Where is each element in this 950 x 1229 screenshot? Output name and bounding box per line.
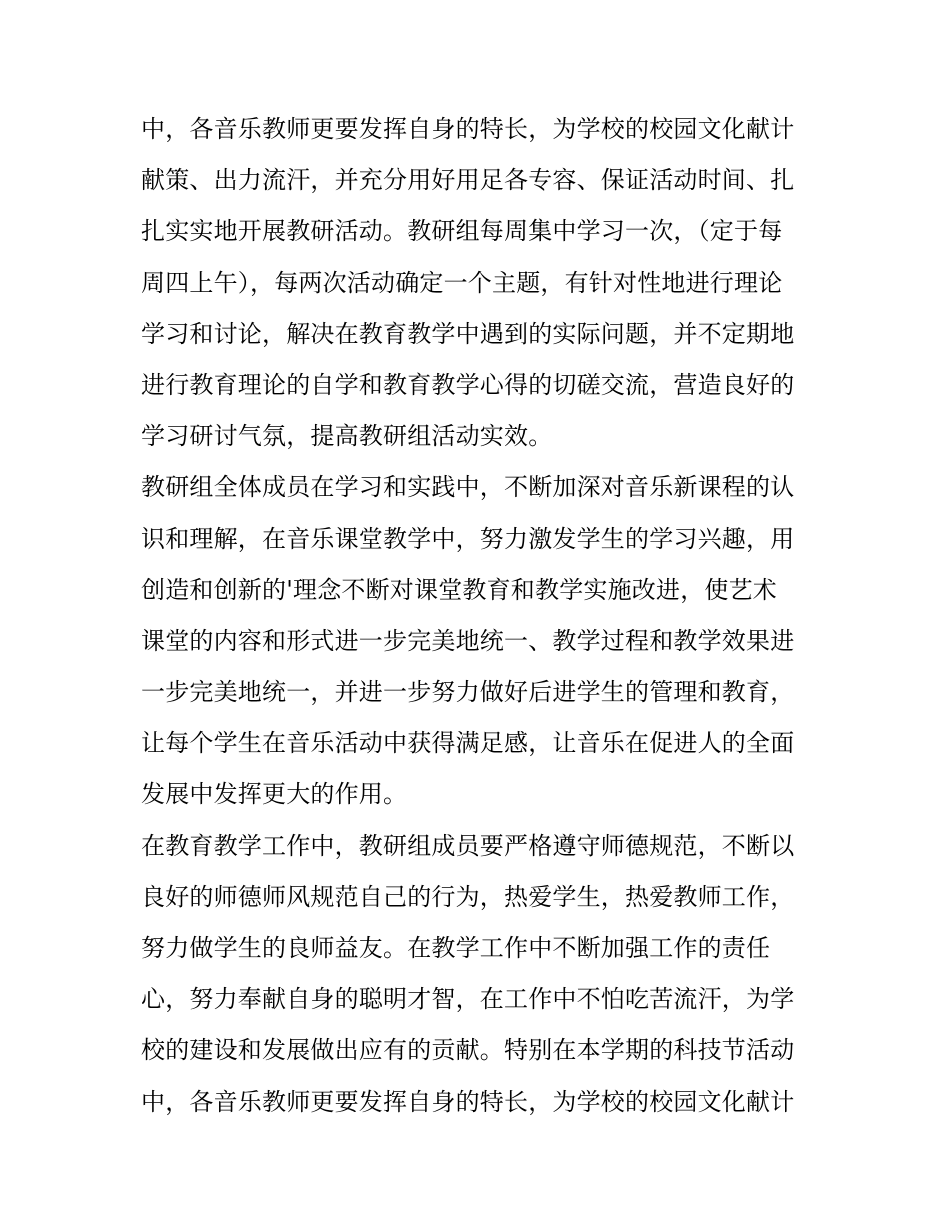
text-line: 发展中发挥更大的作用。 <box>141 780 408 809</box>
text-line: 校的建设和发展做出应有的贡献。特别在本学期的科技节活动 <box>141 1036 795 1065</box>
text-line: 学习和讨论，解决在教育教学中遇到的实际问题，并不定期地 <box>141 319 795 348</box>
text-line: 扎实实地开展教研活动。教研组每周集中学习一次，（定于每 <box>141 217 783 246</box>
text-line: 中，各音乐教师更要发挥自身的特长，为学校的校园文化献计 <box>141 1087 795 1116</box>
text-line: 周四上午），每两次活动确定一个主题，有针对性地进行理论 <box>141 268 783 297</box>
text-line: 进行教育理论的自学和教育教学心得的切磋交流，营造良好的 <box>141 370 795 399</box>
text-line: 让每个学生在音乐活动中获得满足感，让音乐在促进人的全面 <box>141 729 795 758</box>
text-line: 一步完美地统一，并进一步努力做好后进学生的管理和教育， <box>141 678 795 707</box>
text-line: 学习研讨气氛，提高教研组活动实效。 <box>141 422 553 451</box>
text-line: 献策、出力流汗，并充分用好用足各专容、保证活动时间、扎 <box>141 166 795 195</box>
text-line: 教研组全体成员在学习和实践中，不断加深对音乐新课程的认 <box>141 473 795 502</box>
text-line: 心，努力奉献自身的聪明才智，在工作中不怕吃苦流汗，为学 <box>141 985 795 1014</box>
text-line: 课堂的内容和形式进一步完美地统一、教学过程和教学效果进 <box>141 626 795 655</box>
text-line: 中，各音乐教师更要发挥自身的特长，为学校的校园文化献计 <box>141 115 795 143</box>
text-line: 识和理解，在音乐课堂教学中，努力激发学生的学习兴趣，用 <box>141 524 795 553</box>
body-text <box>141 104 821 1128</box>
text-line: 创造和创新的'理念不断对课堂教育和教学实施改进，使艺术 <box>141 575 777 604</box>
text-line: 良好的师德师风规范自己的行为，热爱学生，热爱教师工作， <box>141 882 795 911</box>
text-line: 努力做学生的良师益友。在教学工作中不断加强工作的责任 <box>141 934 771 962</box>
text-line: 在教育教学工作中，教研组成员要严格遵守师德规范，不断以 <box>141 831 795 860</box>
